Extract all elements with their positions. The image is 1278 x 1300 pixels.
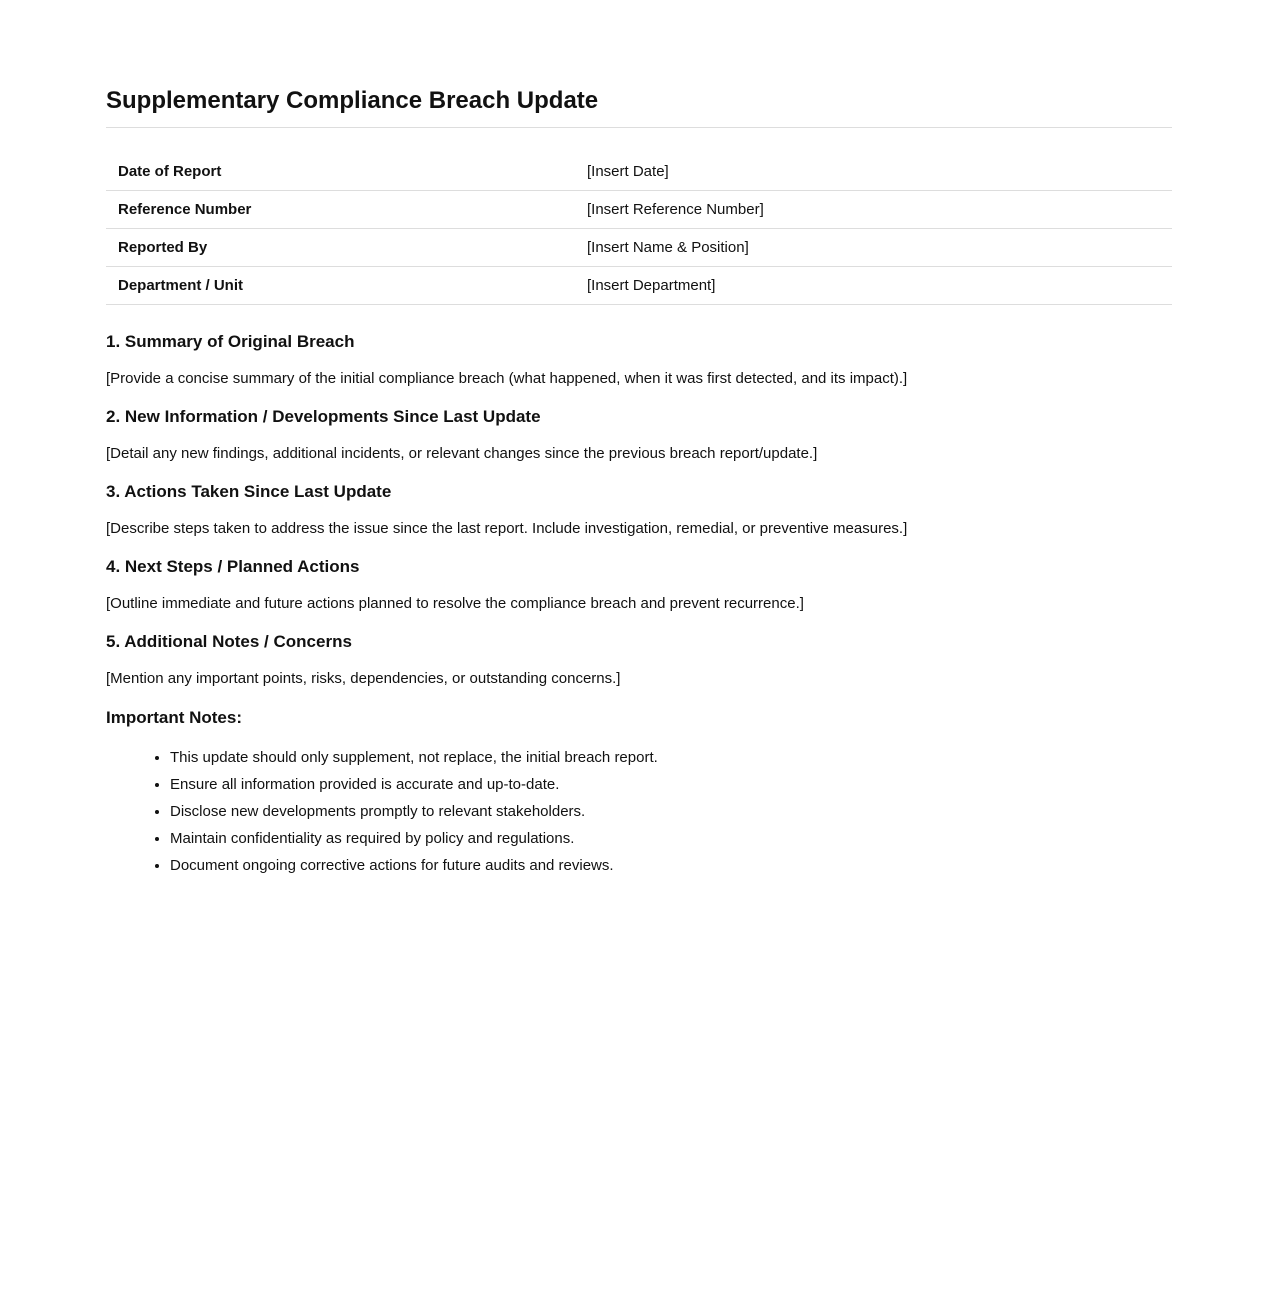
report-info-table xyxy=(106,153,1172,305)
section-next-steps xyxy=(106,555,1172,615)
section-actions-taken xyxy=(106,480,1172,540)
list-item: • Document ongoing corrective actions for future audits and reviews. xyxy=(170,852,1172,879)
reference-number-value: [Insert Reference Number] xyxy=(575,191,1172,229)
reference-number-label: Reference Number xyxy=(106,191,575,229)
table-row xyxy=(106,229,1172,267)
list-item: • Disclose new developments promptly to relevant stakeholders. xyxy=(170,798,1172,825)
important-notes-heading: Important Notes: xyxy=(106,708,242,727)
document-page xyxy=(106,0,1172,879)
list-item: • This update should only supplement, not replace, the initial breach report. xyxy=(170,744,1172,771)
section-body: [Describe steps taken to address the issue since the last report. Include investigation, remedial, or preventive measures.] xyxy=(106,520,908,537)
section-body: [Detail any new findings, additional incidents, or relevant changes since the previous breach report/update.] xyxy=(106,445,818,462)
section-summary-original-breach xyxy=(106,330,1172,390)
date-of-report-label: Date of Report xyxy=(106,153,575,191)
section-additional-notes xyxy=(106,630,1172,690)
table-row xyxy=(106,191,1172,229)
section-heading: 3. Actions Taken Since Last Update xyxy=(106,482,392,501)
section-body: [Provide a concise summary of the initial compliance breach (what happened, when it was first detected, and its impact).] xyxy=(106,370,908,387)
section-heading: 2. New Information / Developments Since Last Update xyxy=(106,407,541,426)
table-row xyxy=(106,153,1172,191)
section-body: [Mention any important points, risks, dependencies, or outstanding concerns.] xyxy=(106,670,621,687)
reported-by-label: Reported By xyxy=(106,229,575,267)
section-heading: 1. Summary of Original Breach xyxy=(106,332,355,351)
important-notes-list xyxy=(106,744,1172,879)
department-unit-value: [Insert Department] xyxy=(575,267,1172,305)
list-item: • Maintain confidentiality as required by policy and regulations. xyxy=(170,825,1172,852)
department-unit-label: Department / Unit xyxy=(106,267,575,305)
reported-by-value: [Insert Name & Position] xyxy=(575,229,1172,267)
table-row xyxy=(106,267,1172,305)
section-new-information xyxy=(106,405,1172,465)
page-title: Supplementary Compliance Breach Update xyxy=(106,84,1172,128)
list-item: • Ensure all information provided is accurate and up-to-date. xyxy=(170,771,1172,798)
date-of-report-value: [Insert Date] xyxy=(575,153,1172,191)
section-heading: 5. Additional Notes / Concerns xyxy=(106,632,352,651)
section-body: [Outline immediate and future actions planned to resolve the compliance breach and prevent recurrence.] xyxy=(106,595,804,612)
section-heading: 4. Next Steps / Planned Actions xyxy=(106,557,360,576)
